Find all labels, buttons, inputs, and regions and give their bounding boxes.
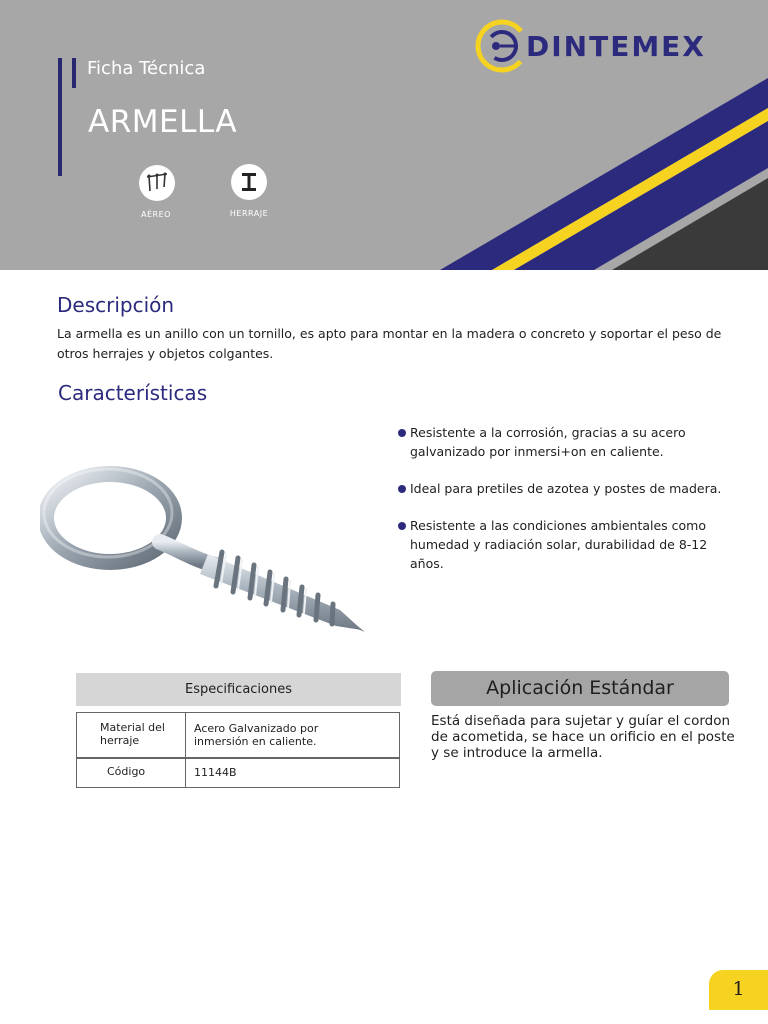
spec-label: Material del herraje	[100, 721, 165, 747]
document-type: Ficha Técnica	[87, 58, 206, 79]
application-text: Está diseñada para sujetar y guíar el cordon de acometida, se hace un orificio en el poste y se introduce la armella.	[431, 713, 735, 761]
specs-heading: Especificaciones	[76, 673, 401, 706]
feature-text: Ideal para pretiles de azotea y postes de madera.	[410, 481, 722, 496]
list-item	[398, 423, 738, 461]
spec-label: Código	[107, 765, 146, 778]
page-number: 1	[732, 978, 745, 1000]
description-text: La armella es un anillo con un tornillo, es apto para montar en la madera o concreto y soportar el peso de otros herrajes y objetos colgantes.	[57, 326, 722, 361]
description-heading: Descripción	[57, 293, 175, 317]
spec-value: 11144B	[194, 766, 237, 779]
features-list	[398, 423, 738, 591]
bullet-dot	[398, 522, 406, 530]
bullet-dot	[398, 485, 406, 493]
list-item	[398, 516, 738, 573]
features-heading: Características	[58, 381, 208, 405]
header-band	[0, 0, 768, 270]
accent-bar	[58, 58, 62, 176]
eye-bolt-image	[40, 450, 370, 640]
badge-label-aereo: AÉREO	[141, 210, 171, 219]
power-pole-icon	[139, 165, 175, 201]
page-number-tab	[709, 970, 768, 1010]
product-title: ARMELLA	[88, 104, 238, 140]
specs-table	[76, 712, 400, 788]
application-heading: Aplicación Estándar	[431, 671, 729, 706]
logo-wordmark: DINTEMEX	[526, 30, 706, 63]
accent-bar-short	[72, 58, 76, 88]
i-beam-icon	[231, 164, 267, 200]
feature-text: Resistente a las condiciones ambientales como humedad y radiación solar, durabilidad de 8-12 años.	[410, 518, 708, 571]
feature-text: Resistente a la corrosión, gracias a su acero galvanizado por inmersi+on en caliente.	[410, 425, 686, 459]
list-item	[398, 479, 738, 498]
bullet-dot	[398, 429, 406, 437]
badge-label-herraje: HERRAJE	[229, 209, 269, 218]
spec-value: Acero Galvanizado por inmersión en caliente.	[194, 722, 319, 748]
